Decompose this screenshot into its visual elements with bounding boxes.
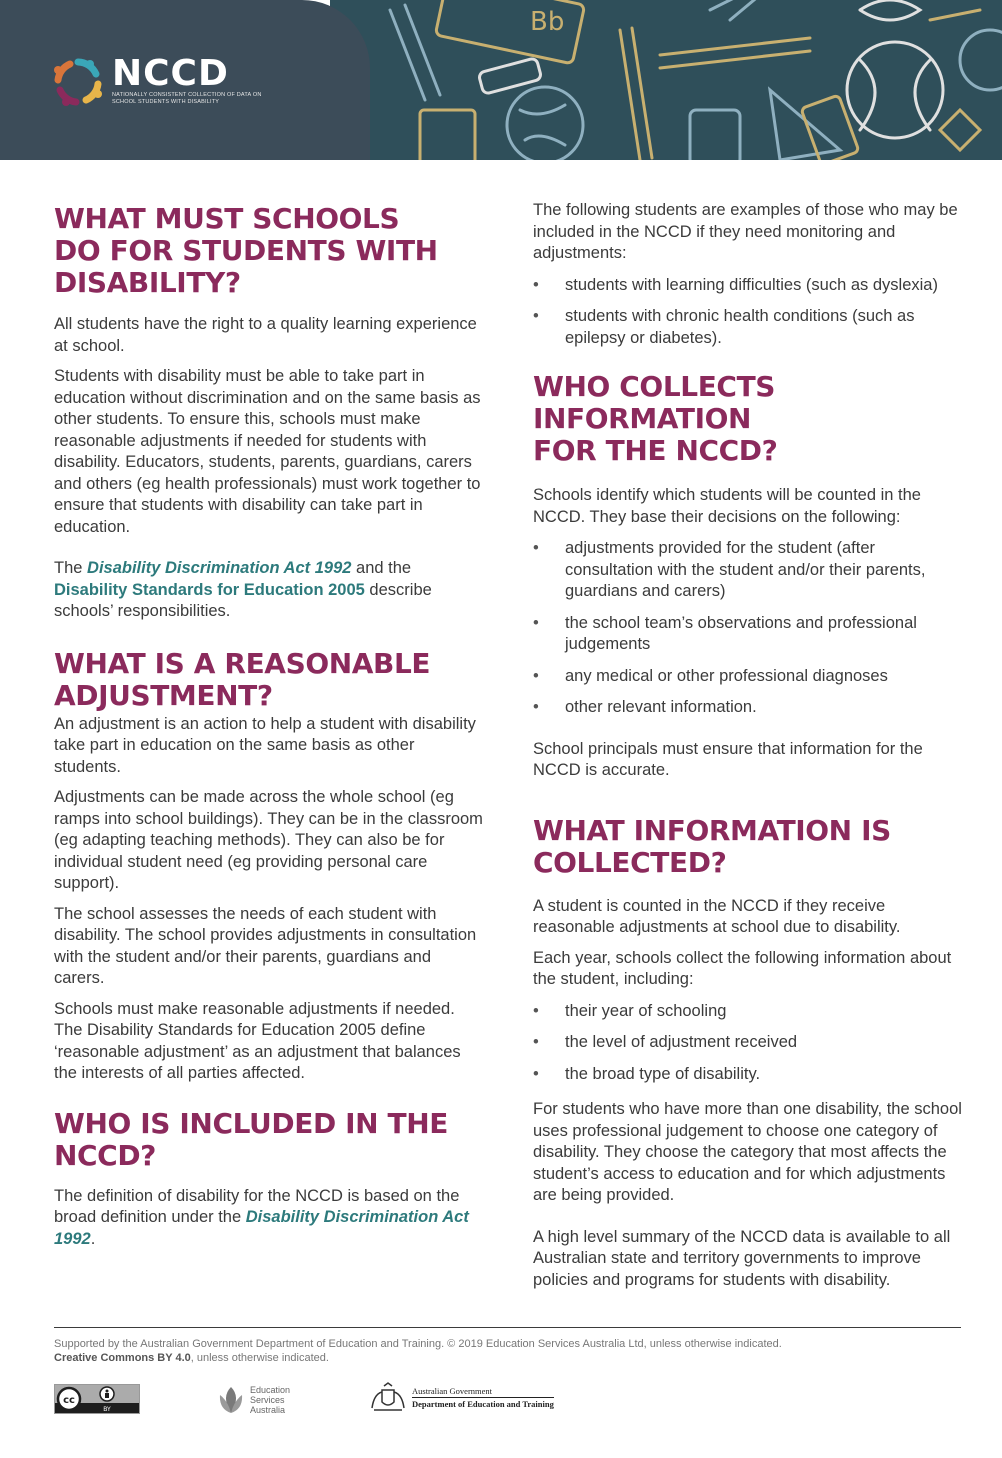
bullet-list [533, 1001, 965, 1086]
logo-title: NCCD [112, 53, 229, 94]
list-item: • the school team’s observations and professional judgements [533, 613, 965, 656]
paragraph: An adjustment is an action to help a student with disability take part in education on the same basis as other students. [54, 714, 476, 776]
paragraph: Schools identify which students will be counted in the NCCD. They base their decisions on the following: [533, 486, 921, 526]
paragraph: The school assesses the needs of each student with disability. The school provides adjustments in consultation with the student and/or their parents, guardians and carers. [54, 904, 477, 987]
cc-by-icon [55, 1385, 139, 1413]
esa-text-line: Services [250, 1395, 285, 1405]
list-item: • the level of adjustment received [533, 1032, 965, 1054]
footer-divider [54, 1327, 961, 1328]
svg-text:cc: cc [63, 1395, 75, 1406]
gov-line-2: Department of Education and Training [412, 1399, 554, 1409]
right-column [533, 200, 965, 1291]
chalkboard-doodles-icon [330, 0, 1002, 160]
footer-credits: Supported by the Australian Government Department of Education and Training. © 2019 Education Services Australia Ltd, unless otherwise indicated. Creative Commons BY 4.0, unless otherwise indicated. [54, 1338, 782, 1364]
section-heading-what-information: WHAT INFORMATION IS COLLECTED? [533, 813, 891, 879]
paragraph: The Disability Discrimination Act 1992 and the Disability Standards for Education 2005 describe schools’ responsibilities. [54, 559, 432, 620]
esa-text-line: Australia [250, 1405, 286, 1415]
dda-1992-link[interactable]: Disability Discrimination Act 1992 [54, 1208, 469, 1248]
paragraph: Students with disability must be able to take part in education without discrimination and on the same basis as other students. To ensure this, schools must make reasonable adjustments if needed for students with disability. Educators, students, parents, guardians, carers and others (eg health professionals) must work together to ensure that students with disability can take part in education. [54, 367, 481, 536]
section-heading-who-is-included: WHO IS INCLUDED IN THE NCCD? [54, 1106, 449, 1172]
esa-text-line: Education [250, 1385, 291, 1395]
list-item: • any medical or other professional diagnoses [533, 666, 965, 688]
paragraph: The definition of disability for the NCCD is based on the broad definition under the Disability Discrimination Act 1992. [54, 1186, 469, 1248]
paragraph: Schools must make reasonable adjustments if needed. The Disability Standards for Education 2005 define ‘reasonable adjustment’ as an adjustment that balances the interests of all parties affected. [54, 999, 461, 1082]
list-item: • other relevant information. [533, 697, 965, 719]
paragraph: All students have the right to a quality learning experience at school. [54, 315, 477, 355]
paragraph: The following students are examples of those who may be included in the NCCD if they need monitoring and adjustments: [533, 201, 958, 262]
list-item: • adjustments provided for the student (after consultation with the student and/or their parents, guardians and carers) [533, 538, 965, 603]
cc-license-label: Creative Commons BY 4.0 [54, 1352, 191, 1364]
section-heading-who-collects: WHO COLLECTS INFORMATION FOR THE NCCD? [533, 370, 778, 467]
page-header [0, 0, 1002, 160]
paragraph: School principals must ensure that information for the NCCD is accurate. [533, 739, 923, 779]
dda-1992-link[interactable]: Disability Discrimination Act 1992 [87, 559, 352, 577]
logo-subtitle: NATIONALLY CONSISTENT COLLECTION OF DATA ON SCHOOL STUDENTS WITH DISABILITY [112, 92, 262, 105]
paragraph: For students who have more than one disability, the school uses professional judgement to choose one category of disability. They choose the category that most affects the student’s access to education and for which adjustments are being provided. [533, 1100, 962, 1204]
svg-text:Bb: Bb [530, 7, 565, 37]
list-item: • students with learning difficulties (such as dyslexia) [533, 275, 965, 297]
svg-text:BY: BY [103, 1406, 111, 1413]
section-heading-reasonable-adjustment: WHAT IS A REASONABLE ADJUSTMENT? [54, 646, 431, 712]
nccd-logo [52, 53, 272, 108]
nccd-logo-icon [52, 56, 104, 108]
coat-of-arms-icon [368, 1382, 408, 1414]
esa-logo [216, 1385, 290, 1415]
list-item: • the broad type of disability. [533, 1064, 965, 1086]
chalkboard-illustration [330, 0, 1002, 160]
list-item: • their year of schooling [533, 1001, 965, 1023]
gov-line-1: Australian Government [412, 1386, 493, 1396]
left-column [54, 200, 484, 1250]
creative-commons-badge [54, 1384, 140, 1414]
esa-emblem-icon [216, 1385, 246, 1415]
paragraph: A student is counted in the NCCD if they receive reasonable adjustments at school due to disability. [533, 896, 901, 936]
bullet-list [533, 538, 965, 719]
paragraph: Adjustments can be made across the whole school (eg ramps into school buildings). They can be in the classroom (eg adapting teaching methods). They can also be for individual student need (eg providing personal care support). [54, 788, 483, 892]
list-item: • students with chronic health conditions (such as epilepsy or diabetes). [533, 306, 965, 349]
paragraph: A high level summary of the NCCD data is available to all Australian state and territory governments to improve policies and programs for students with disability. [533, 1227, 951, 1289]
bullet-list [533, 275, 965, 350]
australian-government-logo [368, 1382, 554, 1414]
section-heading-what-must-schools: WHAT MUST SCHOOLS DO FOR STUDENTS WITH DISABILITY? [54, 202, 438, 299]
paragraph: Each year, schools collect the following information about the student, including: [533, 948, 952, 988]
dse-2005-link[interactable]: Disability Standards for Education 2005 [54, 580, 365, 599]
